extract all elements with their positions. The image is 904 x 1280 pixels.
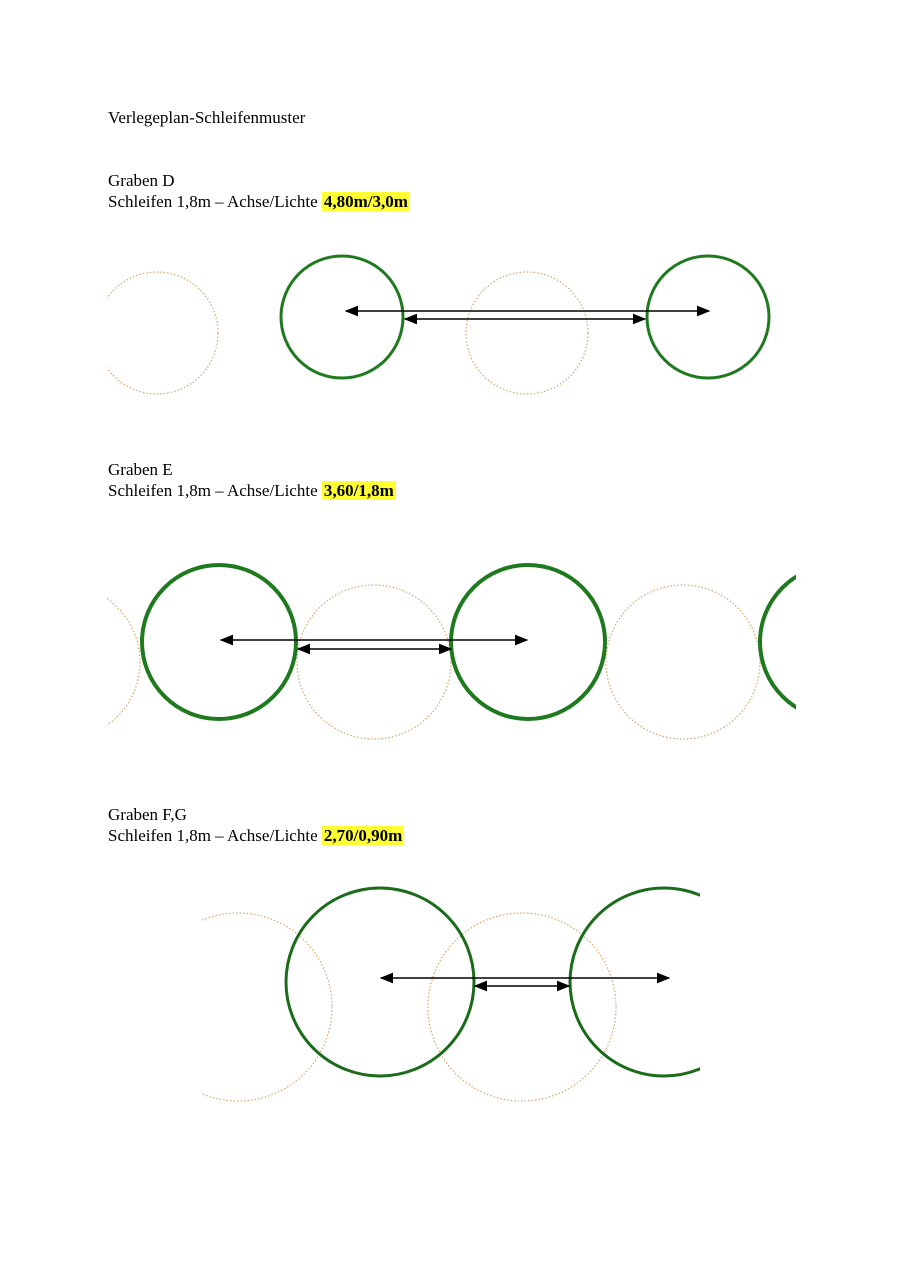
section-fg-spec-value: 2,70/0,90m xyxy=(323,826,403,845)
page-title: Verlegeplan-Schleifenmuster xyxy=(108,108,306,127)
loop-active xyxy=(760,565,904,719)
diagram-graben-e xyxy=(0,555,904,755)
loop-active xyxy=(647,256,769,378)
loop-dotted xyxy=(0,585,140,739)
diagram-graben-d xyxy=(0,240,904,410)
loop-active xyxy=(570,888,758,1076)
section-e-spec-value: 3,60/1,8m xyxy=(323,481,394,500)
section-e-spec xyxy=(108,481,396,501)
diagram-graben-fg xyxy=(0,880,904,1110)
loop-active xyxy=(286,888,474,1076)
section-d-spec-prefix: Schleifen 1,8m – Achse/Lichte xyxy=(108,192,318,211)
section-fg-heading: Graben F,G xyxy=(108,805,187,824)
loop-dotted xyxy=(96,272,218,394)
loop-active xyxy=(142,565,296,719)
loop-dotted xyxy=(144,913,332,1101)
loop-dotted xyxy=(428,913,616,1101)
loop-dotted xyxy=(466,272,588,394)
loop-dotted xyxy=(297,585,451,739)
section-d-spec xyxy=(108,192,410,212)
section-fg-spec xyxy=(108,826,404,846)
section-e-heading: Graben E xyxy=(108,460,173,479)
loop-active xyxy=(281,256,403,378)
section-d-spec-value: 4,80m/3,0m xyxy=(323,192,408,211)
section-fg-spec-prefix: Schleifen 1,8m – Achse/Lichte xyxy=(108,826,318,845)
loop-active xyxy=(451,565,605,719)
loop-dotted xyxy=(606,585,760,739)
section-e-spec-prefix: Schleifen 1,8m – Achse/Lichte xyxy=(108,481,318,500)
section-d-heading: Graben D xyxy=(108,171,175,190)
